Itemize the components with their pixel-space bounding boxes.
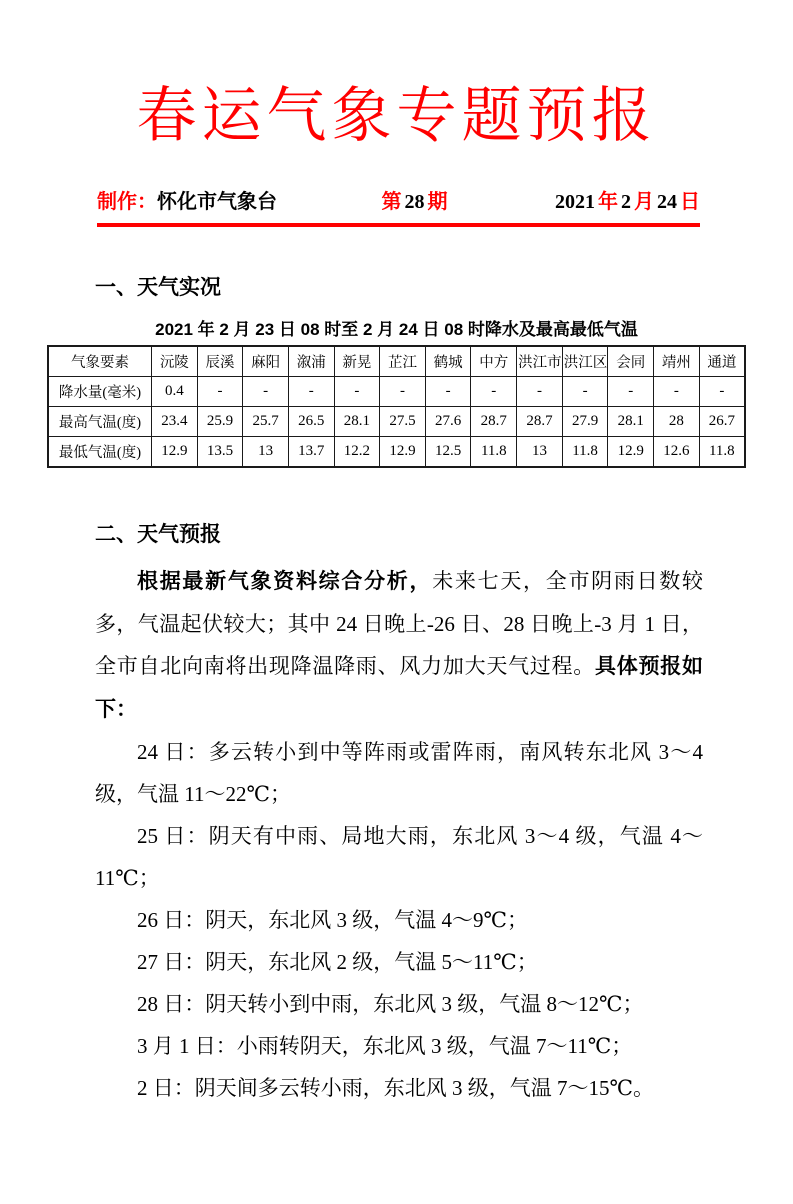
forecast-item-day24: 24 日：多云转小到中等阵雨或雷阵雨，南风转东北风 3～4 级，气温 11～22℃； xyxy=(95,740,703,806)
cell-value: - xyxy=(380,377,426,407)
cell-value: 23.4 xyxy=(152,407,198,437)
intro-lead-bold: 根据最新气象资料综合分析， xyxy=(137,570,433,593)
cell-value: 28.7 xyxy=(471,407,517,437)
cell-value: 26.7 xyxy=(699,407,745,437)
date-month: 2 xyxy=(621,191,631,213)
cell-value: 12.9 xyxy=(152,437,198,468)
producer-label: 制作： xyxy=(97,191,157,213)
date-day-unit: 日 xyxy=(680,191,700,213)
cell-value: - xyxy=(562,377,608,407)
cell-value: 12.5 xyxy=(425,437,471,468)
cell-value: 12.6 xyxy=(654,437,700,468)
forecast-body xyxy=(95,560,703,1109)
cell-value: 12.9 xyxy=(608,437,654,468)
cell-value: - xyxy=(608,377,654,407)
cell-value: 0.4 xyxy=(152,377,198,407)
cell-value: 25.9 xyxy=(197,407,243,437)
issue-number xyxy=(382,185,448,214)
forecast-item-day28: 28 日：阴天转小到中雨，东北风 3 级，气温 8～12℃； xyxy=(137,992,644,1016)
forecast-item-day27: 27 日：阴天，东北风 2 级，气温 5～11℃； xyxy=(137,950,538,974)
cell-value: - xyxy=(334,377,380,407)
col-header: 芷江 xyxy=(380,346,426,377)
issue-prefix: 第 xyxy=(381,191,402,213)
cell-value: 28.1 xyxy=(334,407,380,437)
producer xyxy=(97,185,277,214)
col-header: 会同 xyxy=(608,346,654,377)
cell-value: 12.9 xyxy=(380,437,426,468)
cell-value: - xyxy=(425,377,471,407)
intro-text: 未来七天，全市阴雨日数较多，气温起伏较大；其中 24 日晚上-26 日、28 日晚上-3 月 1 日，全市自北向南将出现降温降雨、风力加大天气过程。 xyxy=(95,569,704,678)
date-month-unit: 月 xyxy=(634,191,654,213)
row-label: 最高气温(度) xyxy=(48,407,152,437)
cell-value: 27.9 xyxy=(562,407,608,437)
col-header: 沅陵 xyxy=(152,346,198,377)
cell-value: 28 xyxy=(654,407,700,437)
cell-value: - xyxy=(654,377,700,407)
table-header-row xyxy=(48,346,745,377)
document-title: 春运气象专题预报 xyxy=(136,83,657,149)
col-header: 洪江市 xyxy=(517,346,563,377)
cell-value: 13.7 xyxy=(288,437,334,468)
col-header: 中方 xyxy=(471,346,517,377)
cell-value: 13 xyxy=(243,437,289,468)
forecast-item-day25: 25 日：阴天有中雨、局地大雨，东北风 3～4 级，气温 4～11℃； xyxy=(95,824,703,890)
observation-table-caption: 2021 年 2 月 23 日 08 时至 2 月 24 日 08 时降水及最高最低气温 xyxy=(155,320,638,339)
section2-heading: 二、天气预报 xyxy=(95,523,221,546)
cell-value: 11.8 xyxy=(699,437,745,468)
issue-date xyxy=(552,185,700,214)
cell-value: 11.8 xyxy=(471,437,517,468)
forecast-intro-paragraph xyxy=(95,560,703,731)
cell-value: - xyxy=(517,377,563,407)
table-row-max-temp xyxy=(48,407,745,437)
issue-suffix: 期 xyxy=(427,191,448,213)
table-row-min-temp xyxy=(48,437,745,468)
cell-value: 13.5 xyxy=(197,437,243,468)
forecast-item-mar2: 2 日：阴天间多云转小雨，东北风 3 级，气温 7～15℃。 xyxy=(137,1076,654,1100)
col-header: 气象要素 xyxy=(48,346,152,377)
col-header: 鹤城 xyxy=(425,346,471,377)
date-year-unit: 年 xyxy=(598,191,618,213)
col-header: 靖州 xyxy=(654,346,700,377)
col-header: 新晃 xyxy=(334,346,380,377)
table-row-precipitation xyxy=(48,377,745,407)
col-header: 辰溪 xyxy=(197,346,243,377)
issue-value: 28 xyxy=(404,191,425,213)
cell-value: - xyxy=(699,377,745,407)
forecast-item-mar1: 3 月 1 日：小雨转阴天，东北风 3 级，气温 7～11℃； xyxy=(137,1034,633,1058)
intro-tail-bold: 具体预报如下： xyxy=(95,655,704,721)
cell-value: - xyxy=(243,377,289,407)
cell-value: 28.1 xyxy=(608,407,654,437)
col-header: 麻阳 xyxy=(243,346,289,377)
cell-value: 28.7 xyxy=(517,407,563,437)
cell-value: 26.5 xyxy=(288,407,334,437)
date-day: 24 xyxy=(657,191,677,213)
col-header: 洪江区 xyxy=(562,346,608,377)
row-label: 降水量(毫米) xyxy=(48,377,152,407)
section1-heading: 一、天气实况 xyxy=(95,276,221,299)
forecast-item-day26: 26 日：阴天，东北风 3 级，气温 4～9℃； xyxy=(137,908,528,932)
cell-value: - xyxy=(197,377,243,407)
cell-value: 27.6 xyxy=(425,407,471,437)
bulletin-page xyxy=(0,82,793,1204)
col-header: 溆浦 xyxy=(288,346,334,377)
observation-table xyxy=(47,345,746,468)
cell-value: 25.7 xyxy=(243,407,289,437)
cell-value: 12.2 xyxy=(334,437,380,468)
date-year: 2021 xyxy=(555,191,595,213)
cell-value: 27.5 xyxy=(380,407,426,437)
col-header: 通道 xyxy=(699,346,745,377)
cell-value: 13 xyxy=(517,437,563,468)
cell-value: - xyxy=(288,377,334,407)
cell-value: - xyxy=(471,377,517,407)
row-label: 最低气温(度) xyxy=(48,437,152,468)
masthead-meta-row xyxy=(97,185,700,214)
producer-name: 怀化市气象台 xyxy=(157,191,277,213)
cell-value: 11.8 xyxy=(562,437,608,468)
masthead-divider-rule xyxy=(97,223,700,227)
